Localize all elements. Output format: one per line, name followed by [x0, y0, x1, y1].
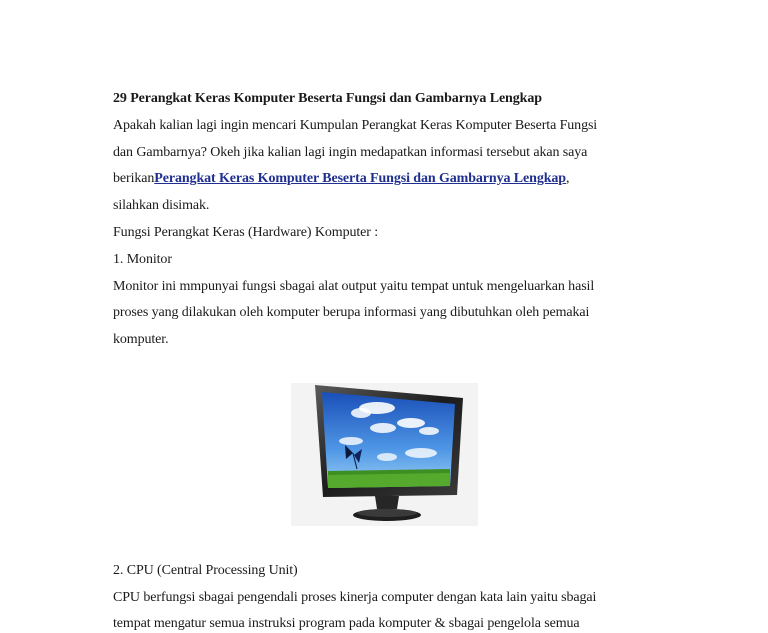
monitor-image: [291, 383, 478, 526]
intro-prefix: berikan: [113, 171, 155, 186]
intro-line-2: dan Gambarnya? Okeh jika kalian lagi ingin medapatkan informasi tersebut akan saya: [113, 145, 588, 160]
item-2-line-2: tempat mengatur semua instruksi program pada komputer & sbagai pengelola semua: [113, 616, 580, 631]
item-1-line-3: komputer.: [113, 332, 169, 347]
intro-suffix: ,: [566, 171, 570, 186]
item-2-line-1: CPU berfungsi sbagai pengendali proses kinerja computer dengan kata lain yaitu sbagai: [113, 590, 597, 605]
monitor-illustration: [291, 383, 478, 526]
item-1-heading: 1. Monitor: [113, 252, 172, 267]
item-1-line-2: proses yang dilakukan oleh komputer berupa informasi yang dibutuhkan oleh pemakai: [113, 305, 590, 320]
document-title: 29 Perangkat Keras Komputer Beserta Fungsi dan Gambarnya Lengkap: [113, 91, 542, 106]
article-link[interactable]: Perangkat Keras Komputer Beserta Fungsi dan Gambarnya Lengkap: [154, 171, 566, 186]
intro-line-3: [113, 170, 569, 188]
section-heading: Fungsi Perangkat Keras (Hardware) Komputer :: [113, 225, 379, 240]
item-2-heading: 2. CPU (Central Processing Unit): [113, 563, 298, 578]
item-1-line-1: Monitor ini mmpunyai fungsi sbagai alat output yaitu tempat untuk mengeluarkan hasil: [113, 279, 595, 294]
intro-line-1: Apakah kalian lagi ingin mencari Kumpulan Perangkat Keras Komputer Beserta Fungsi: [113, 118, 598, 133]
intro-line-4: silahkan disimak.: [113, 198, 210, 213]
